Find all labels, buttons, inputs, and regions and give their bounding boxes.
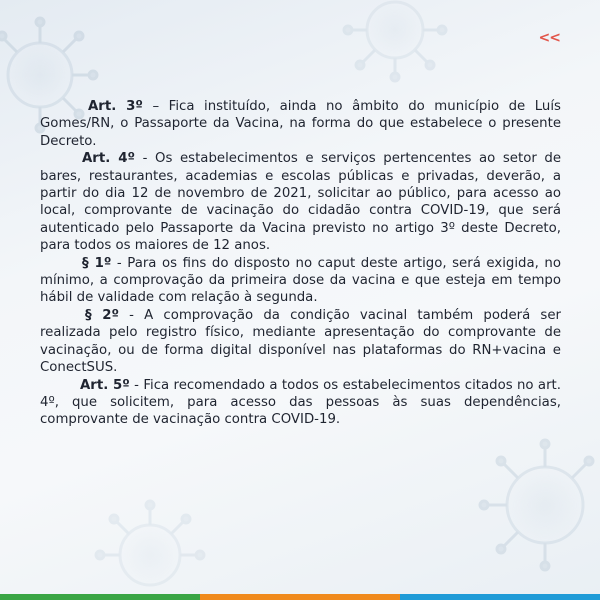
virus-icon — [344, 2, 446, 81]
paragraph-lead: § 1º — [82, 255, 112, 271]
paragraph-art-4 — [40, 150, 561, 254]
virus-icon — [480, 440, 593, 570]
decree-text — [40, 98, 561, 429]
paragraph-lead: Art. 3º — [88, 99, 143, 114]
back-button[interactable]: << — [538, 30, 560, 46]
bar-segment-green — [0, 594, 200, 600]
paragraph-body: - Fica recomendado a todos os estabelecimentos citados no art. 4º, que solicitem, para acesso das pessoas às suas dependências, comprovante de vacinação contra COVID-19. — [40, 377, 561, 428]
paragraph-body: - A comprovação da condição vacinal também poderá ser realizada pelo registro físico, mediante apresentação do comprovante de vacinação, ou de forma digital disponível nas plataformas do RN+vacina e ConectSUS. — [40, 307, 561, 376]
paragraph-section-1 — [40, 255, 561, 307]
paragraph-body: - Para os fins do disposto no caput deste artigo, será exigida, no mínimo, a comprovação da primeira dose da vacina e que esteja em tempo hábil de validade com relação à segunda. — [40, 255, 561, 306]
paragraph-lead: Art. 4º — [82, 151, 136, 167]
bottom-color-bar — [0, 594, 600, 600]
virus-icon — [96, 501, 204, 585]
paragraph-body: - Os estabelecimentos e serviços pertencentes ao setor de bares, restaurantes, academias e escolas públicas e privadas, deverão, a partir do dia 12 de novembro de 2021, solicitar ao público, para acesso ao local, comprovante de vacinação do cidadão contra COVID-19, que será autenticado pelo Passaporte da Vacina previsto no artigo 3º deste Decreto, para todos os maiores de 12 anos. — [40, 151, 562, 254]
paragraph-art-5 — [40, 377, 561, 429]
paragraph-lead: Art. 5º — [80, 377, 130, 393]
bar-segment-blue — [400, 594, 600, 600]
paragraph-section-2 — [40, 307, 561, 377]
paragraph-body: – Fica instituído, ainda no âmbito do município de Luís Gomes/RN, o Passaporte da Vacina, na forma do que estabelece o presente Decreto. — [40, 99, 561, 149]
paragraph-lead: § 2º — [85, 307, 119, 323]
bar-segment-orange — [200, 594, 400, 600]
paragraph-art-3 — [40, 98, 561, 150]
